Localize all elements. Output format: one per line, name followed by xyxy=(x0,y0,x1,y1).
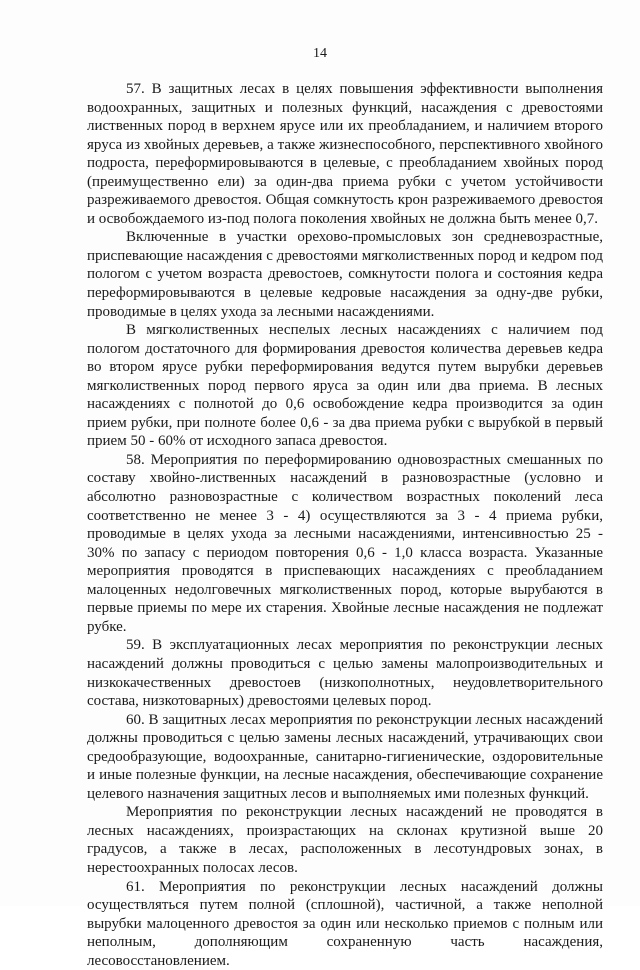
paragraph-61: 61. Мероприятия по реконструкции лесных насаждений должны осуществляться путем полной (сплошной), частичной, а также неполной вырубки малоценного древостоя за один или несколько приемов с полным или неполным, дополняющим сохраненную часть насаждения, лесовосстановлением. xyxy=(87,878,603,969)
document-body xyxy=(87,80,603,970)
paragraph-59: 59. В эксплуатационных лесах мероприятия по реконструкции лесных насаждений должны проводиться с целью замены малопроизводительных и низкокачественных древостоев (низкополнотных, неудовлетворительного состава, низкотоварных) древостоями целевых пород. xyxy=(87,637,603,710)
page-number: 14 xyxy=(313,46,327,61)
paragraph-57-cedar-zones: Включенные в участки орехово-промысловых зон средневозрастные, приспевающие насаждения с древостоями мягколиственных пород и кедром под пологом с учетом возраста древостоев, сомкнутости полога и состояния кедра переформировываются в целевые кедровые насаждения за одну-две рубки, проводимые в целях ухода за лесными насаждениями. xyxy=(87,229,603,320)
paragraph-57: 57. В защитных лесах в целях повышения эффективности выполнения водоохранных, защитных и полезных функций, насаждения с древостоями лиственных пород в верхнем ярусе или их преобладанием, и наличием второго яруса из хвойных деревьев, а также жизнеспособного, перспективного хвойного подроста, переформировываются в целевые, с преобладанием хвойных пород (преимущественно ели) за один-два приема рубки с учетом устойчивости разреживаемого древостоя. Общая сомкнутость крон разреживаемого древостоя и освобождаемого из-под полога поколения хвойных не должна быть менее 0,7. xyxy=(87,81,603,227)
paragraph-58: 58. Мероприятия по переформированию одновозрастных смешанных по составу хвойно-лиственных насаждений в разновозрастные (условно и абсолютно разновозрастные с количеством возрастных поколений леса соответственно не менее 3 - 4) осуществляются за 3 - 4 приема рубки, проводимые в целях ухода за лесными насаждениями, интенсивностью 25 - 30% по запасу с периодом повторения 0,6 - 1,0 класса возраста. Указанные мероприятия проводятся в приспевающих насаждениях с преобладанием малоценных недолговечных мягколиственных пород, которые вырубаются в первые приемы по мере их старения. Хвойные лесные насаждения не подлежат рубке. xyxy=(87,451,603,635)
paragraph-60: 60. В защитных лесах мероприятия по реконструкции лесных насаждений должны проводиться с целью замены лесных насаждений, утрачивающих свои средообразующие, водоохранные, санитарно-гигиенические, оздоровительные и иные полезные функции, на лесные насаждения, обеспечивающие сохранение целевого назначения защитных лесов и выполняемых ими полезных функций. xyxy=(87,711,603,802)
paragraph-57-softwood: В мягколиственных неспелых лесных насаждениях с наличием под пологом достаточного для формирования древостоя количества деревьев кедра во втором ярусе рубки переформирования ведутся путем вырубки деревьев мягколиственных пород первого яруса за один или два приема. В лесных насаждениях с полнотой до 0,6 освобождение кедра производится за один прием рубки, при полноте более 0,6 - за два приема рубки с вырубкой в первый прием 50 - 60% от исходного запаса древостоя. xyxy=(87,322,603,450)
paragraph-60-exceptions: Мероприятия по реконструкции лесных насаждений не проводятся в лесных насаждениях, произрастающих на склонах крутизной выше 20 градусов, а также в лесах, расположенных в лесотундровых зонах, в нерестоохранных полосах лесов. xyxy=(87,804,603,876)
